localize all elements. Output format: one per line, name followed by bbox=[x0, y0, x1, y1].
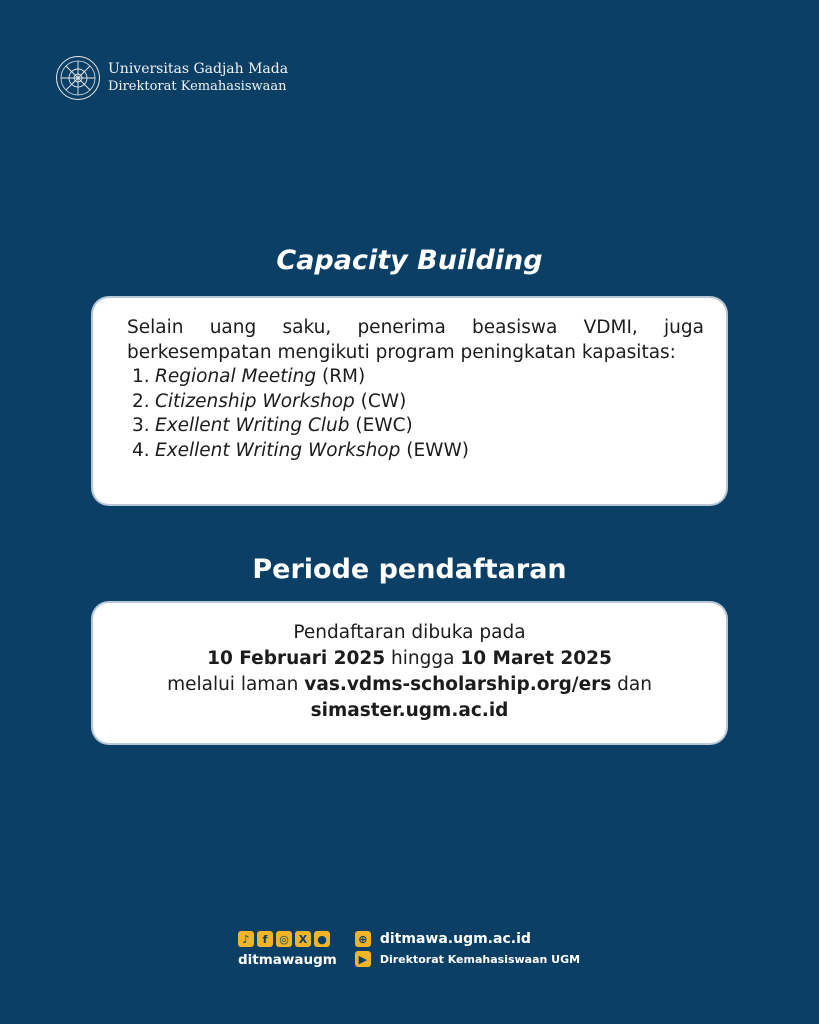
capacity-intro: Selain uang saku, penerima beasiswa VDMI, juga berkesempatan mengikuti program peningkatan kapasitas: bbox=[127, 317, 704, 363]
via-suffix: dan bbox=[611, 674, 652, 695]
item-number: 4. bbox=[132, 439, 150, 461]
website-row[interactable] bbox=[355, 931, 580, 947]
tiktok-icon[interactable]: ♪ bbox=[238, 931, 254, 947]
program-name: Exellent Writing Workshop bbox=[155, 439, 401, 461]
registration-url-2-line bbox=[113, 698, 706, 724]
header bbox=[55, 55, 288, 101]
program-name: Regional Meeting bbox=[155, 366, 317, 387]
capacity-card bbox=[93, 298, 726, 504]
program-abbr: (RM) bbox=[316, 366, 366, 387]
youtube-row[interactable] bbox=[355, 951, 580, 967]
program-list bbox=[127, 365, 704, 463]
program-abbr: (EWC) bbox=[349, 415, 413, 436]
ugm-logo-icon bbox=[55, 55, 101, 101]
registration-url-2[interactable]: simaster.ugm.ac.id bbox=[310, 700, 509, 721]
instagram-icon[interactable]: ◎ bbox=[276, 931, 292, 947]
facebook-icon[interactable]: f bbox=[257, 931, 273, 947]
website-link[interactable]: ditmawa.ugm.ac.id bbox=[379, 931, 531, 947]
capacity-building-title: Capacity Building bbox=[276, 245, 543, 276]
list-item bbox=[132, 414, 704, 439]
item-number: 1. bbox=[132, 366, 150, 387]
program-abbr: (EWW) bbox=[400, 439, 469, 461]
x-icon[interactable]: X bbox=[295, 931, 311, 947]
registration-line1: Pendaftaran dibuka pada bbox=[293, 622, 526, 643]
registration-via bbox=[113, 672, 706, 698]
registration-title: Periode pendaftaran bbox=[252, 554, 567, 585]
date-connector: hingga bbox=[385, 648, 461, 669]
university-name: Universitas Gadjah Mada bbox=[108, 61, 289, 77]
social-icons bbox=[238, 931, 337, 947]
line-icon[interactable]: ● bbox=[314, 931, 330, 947]
program-name: Citizenship Workshop bbox=[155, 390, 355, 412]
youtube-channel[interactable]: Direktorat Kemahasiswaan UGM bbox=[379, 952, 581, 966]
social-block bbox=[238, 931, 337, 968]
header-text bbox=[108, 60, 288, 96]
end-date: 10 Maret 2025 bbox=[460, 648, 612, 669]
social-handle: ditmawaugm bbox=[238, 952, 337, 968]
list-item bbox=[132, 439, 704, 464]
program-name: Exellent Writing Club bbox=[155, 415, 350, 436]
item-number: 3. bbox=[132, 415, 150, 436]
list-item bbox=[132, 390, 704, 415]
contact-block bbox=[355, 931, 580, 968]
program-abbr: (CW) bbox=[354, 390, 407, 412]
registration-card bbox=[93, 603, 726, 743]
list-item bbox=[132, 365, 704, 390]
via-prefix: melalui laman bbox=[167, 674, 305, 695]
footer bbox=[238, 931, 580, 968]
start-date: 10 Februari 2025 bbox=[207, 648, 386, 669]
registration-url-1[interactable]: vas.vdms-scholarship.org/ers bbox=[304, 674, 612, 695]
globe-icon: ⊕ bbox=[355, 931, 371, 947]
item-number: 2. bbox=[132, 390, 150, 412]
youtube-icon: ▶ bbox=[355, 951, 371, 967]
department-name: Direktorat Kemahasiswaan bbox=[108, 79, 287, 94]
registration-dates bbox=[113, 646, 706, 672]
